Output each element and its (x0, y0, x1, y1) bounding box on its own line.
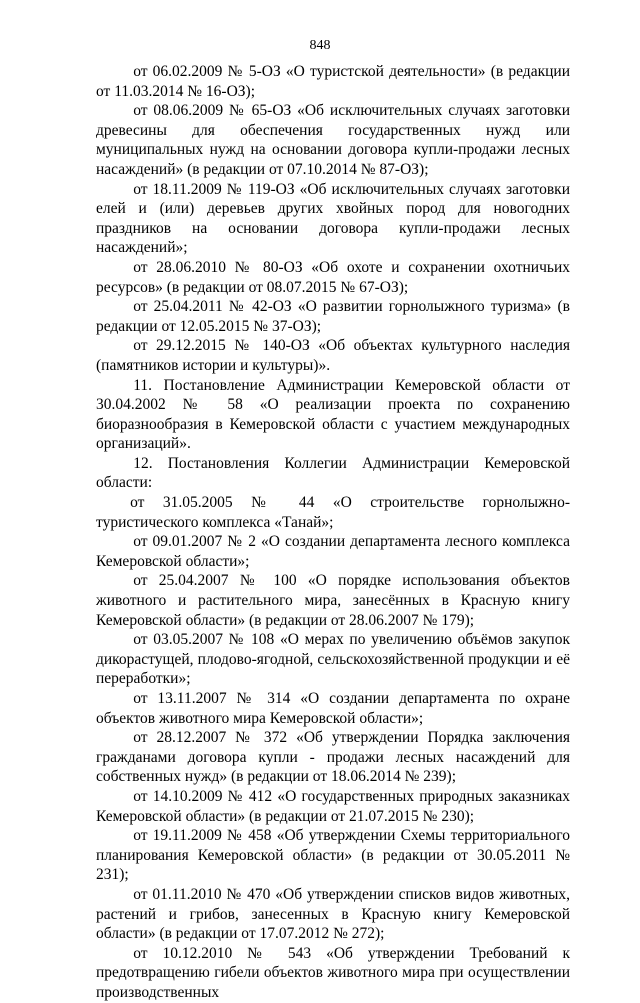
paragraph-resolution-470: от 01.11.2010 № 470 «Об утверждении списков видов животных, растений и грибов, занесенных в Красную книгу Кемеровской области» (в редакции от 17.07.2012 № 272); (96, 885, 570, 943)
paragraph-law-80-oz: от 28.06.2010 № 80-ОЗ «Об охоте и сохранении охотничьих ресурсов» (в редакции от 08.07.2015 № 67-ОЗ); (96, 258, 570, 296)
paragraph-resolution-100: от 25.04.2007 № 100 «О порядке использования объектов животного и растительного мира, занесённых в Красную книгу Кемеровской области» (в редакции от 28.06.2007 № 179); (96, 572, 570, 629)
paragraph-law-5-oz: от 06.02.2009 № 5-ОЗ «О туристской деятельности» (в редакции от 11.03.2014 № 16-ОЗ); (96, 63, 570, 100)
paragraph-resolution-372: от 28.12.2007 № 372 «Об утверждении Порядка заключения гражданами договора купли - продажи лесных насаждений для собственных нужд» (в редакции от 18.06.2014 № 239); (96, 729, 570, 786)
paragraph-law-140-oz: от 29.12.2015 № 140-ОЗ «Об объектах культурного наследия (памятников истории и культуры)». (96, 337, 570, 374)
paragraph-resolution-412: от 14.10.2009 № 412 «О государственных природных заказниках Кемеровской области» (в редакции от 21.07.2015 № 230); (96, 787, 570, 825)
paragraph-resolution-108: от 03.05.2007 № 108 «О мерах по увеличению объёмов закупок дикорастущей, плодово-ягодной, сельскохозяйственной продукции и её переработки»; (96, 631, 570, 688)
page-number: 848 (309, 38, 331, 53)
paragraph-law-42-oz: от 25.04.2011 № 42-ОЗ «О развитии горнолыжного туризма» (в редакции от 12.05.2015 № 37-ОЗ); (96, 298, 570, 335)
paragraph-item-11: 11. Постановление Администрации Кемеровской области от 30.04.2002 № 58 «О реализации проекта по сохранению биоразнообразия в Кемеровской области с участием международных организаций». (96, 376, 570, 453)
paragraph-resolution-458: от 19.11.2009 № 458 «Об утверждении Схемы территориального планирования Кемеровской области» (в редакции от 30.05.2011 № 231); (96, 827, 570, 884)
paragraph-item-12: 12. Постановления Коллегии Администрации Кемеровской области: (96, 454, 570, 492)
paragraph-law-119-oz: от 18.11.2009 № 119-ОЗ «Об исключительных случаях заготовки елей и (или) деревьев других хвойных пород для новогодних праздников на основании договора купли-продажи лесных насаждений»; (96, 180, 570, 257)
paragraph-law-65-oz: от 08.06.2009 № 65-ОЗ «Об исключительных случаях заготовки древесины для обеспечения государственных нужд или муниципальных нужд на основании договора купли-продажи лесных насаждений» (в редакции от 07.10.2014 № 87-ОЗ); (96, 102, 570, 178)
paragraph-resolution-314: от 13.11.2007 № 314 «О создании департамента по охране объектов животного мира Кемеровской области»; (96, 690, 570, 727)
paragraph-resolution-44: от 31.05.2005 № 44 «О строительстве горнолыжно-туристического комплекса «Танай»; (96, 494, 570, 531)
document-body (96, 62, 570, 1003)
paragraph-resolution-543: от 10.12.2010 № 543 «Об утверждении Требований к предотвращению гибели объектов животного мира при осуществлении производственных (96, 944, 570, 1001)
paragraph-resolution-2: от 09.01.2007 № 2 «О создании департамента лесного комплекса Кемеровской области»; (96, 533, 570, 570)
